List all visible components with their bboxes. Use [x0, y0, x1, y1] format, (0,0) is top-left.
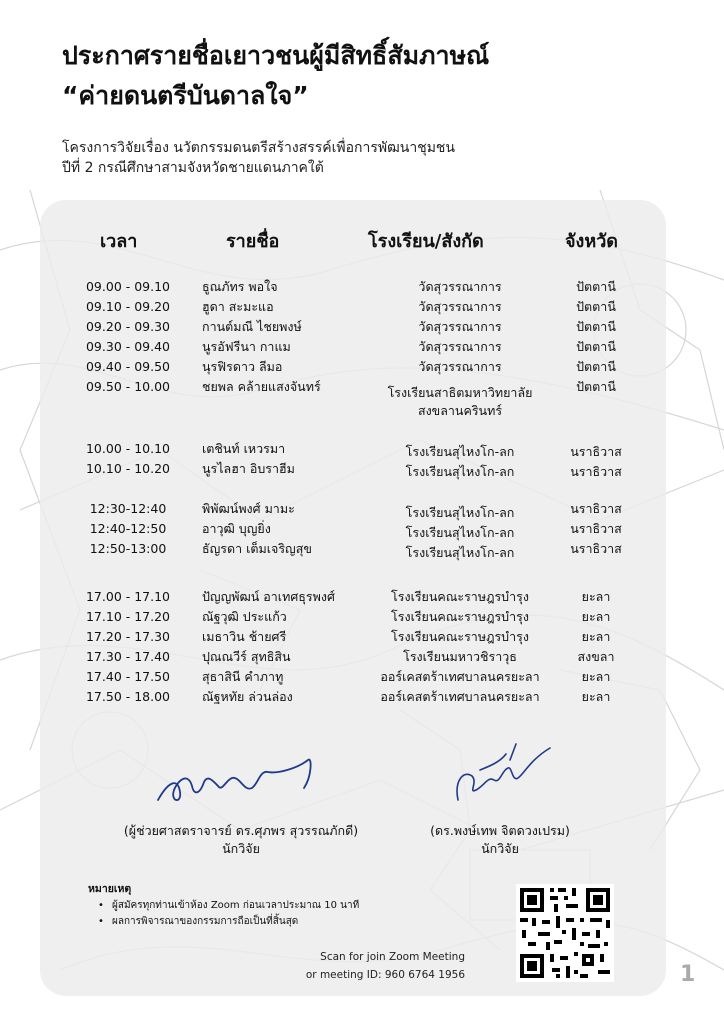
left-signature-image: [148, 752, 318, 812]
row-name: นูรไลฮา อิบราฮีม: [202, 461, 295, 476]
right-signature-image: [450, 740, 560, 810]
right-signature-caption: [380, 822, 620, 858]
row-province: สงขลา: [577, 649, 615, 664]
header-name: รายชื่อ: [226, 231, 280, 252]
row-school: โรงเรียนสุไหงโก-ลก: [405, 505, 515, 520]
row-name: ณัฐวุฒิ ประแก้ว: [202, 609, 287, 624]
row-name: พิพัฒน์พงศ์ มามะ: [202, 501, 295, 516]
right-signer-name: (ดร.พงษ์เทพ จิตดวงเปรม): [430, 823, 570, 838]
row-province: ยะลา: [581, 589, 611, 604]
row-time: 09.20 - 09.30: [85, 319, 171, 334]
row-time: 09.10 - 09.20: [85, 299, 171, 314]
row-name: ปัญญพัฒน์ อาเทศธุรพงศ์: [202, 589, 335, 604]
row-time: 10.00 - 10.10: [85, 441, 171, 456]
left-signer-role: นักวิจัย: [222, 841, 260, 856]
row-province: ยะลา: [581, 689, 611, 704]
zoom-qr-code[interactable]: [516, 884, 614, 982]
row-province: นราธิวาส: [570, 464, 622, 479]
row-name: ธูณภัทร พอใจ: [202, 279, 278, 294]
row-time: 17.30 - 17.40: [85, 649, 171, 664]
header-school: โรงเรียน/สังกัด: [368, 231, 484, 252]
row-name: เตชินท์ เหวรมา: [202, 441, 286, 456]
title-line-1: ประกาศรายชื่อเยาวชนผู้มีสิทธิ์สัมภาษณ์: [62, 41, 490, 70]
row-name: นูรอัฟรีนา กาแม: [202, 339, 291, 354]
row-name: อาวุฒิ บุญยิ่ง: [202, 521, 271, 536]
row-province: ยะลา: [581, 629, 611, 644]
row-school: โรงเรียนคณะราษฎรบำรุง: [391, 629, 529, 644]
row-time: 17.40 - 17.50: [85, 669, 171, 684]
row-school: ออร์เคสตร้าเทศบาลนครยะลา: [380, 669, 540, 684]
row-time: 12:40-12:50: [89, 521, 167, 536]
project-subtitle: [62, 138, 682, 178]
note-item: • ผู้สมัครทุกท่านเข้าห้อง Zoom ก่อนเวลาประมาณ 10 นาที: [98, 898, 359, 914]
row-school: โรงเรียนสาธิตมหาวิทยาลัย: [387, 385, 533, 400]
row-school: วัดสุวรรณาการ: [418, 359, 502, 374]
row-school: โรงเรียนสุไหงโก-ลก: [405, 444, 515, 459]
left-signer-name: (ผู้ช่วยศาสตราจารย์ ดร.ศุภพร สุวรรณภักดี): [123, 823, 359, 838]
row-school: วัดสุวรรณาการ: [418, 279, 502, 294]
row-province: นราธิวาส: [570, 521, 622, 536]
zoom-scan-text: Scan for join Zoom Meeting: [320, 951, 465, 963]
row-time: 09.50 - 10.00: [85, 379, 171, 394]
page-title: [62, 36, 682, 116]
subtitle-line-1: โครงการวิจัยเรื่อง นวัตกรรมดนตรีสร้างสรรค์เพื่อการพัฒนาชุมชน: [62, 140, 456, 156]
row-school: วัดสุวรรณาการ: [418, 339, 502, 354]
row-province: ปัตตานี: [576, 339, 616, 354]
row-province: นราธิวาส: [570, 501, 622, 516]
row-province: ปัตตานี: [576, 299, 616, 314]
row-time: 17.00 - 17.10: [85, 589, 171, 604]
header-province: จังหวัด: [565, 231, 618, 252]
row-school: โรงเรียนมหาวชิราวุธ: [403, 649, 517, 664]
row-province: นราธิวาส: [570, 444, 622, 459]
row-name: ฮูดา สะมะแอ: [202, 299, 274, 314]
row-school-line-2: สงขลานครินทร์: [417, 403, 503, 418]
row-time: 12:30-12:40: [89, 501, 167, 516]
zoom-meeting-id: or meeting ID: 960 6764 1956: [305, 969, 465, 981]
row-name: นุรฟิรดาว ลีมอ: [202, 359, 283, 374]
row-time: 12:50-13:00: [89, 541, 167, 556]
header-time: เวลา: [100, 231, 138, 252]
notes-heading: หมายเหตุ: [88, 883, 132, 895]
row-time: 17.10 - 17.20: [85, 609, 171, 624]
row-school: โรงเรียนสุไหงโก-ลก: [405, 525, 515, 540]
notes-list: [98, 898, 359, 930]
page-number: 1: [680, 962, 696, 987]
row-province: นราธิวาส: [570, 541, 622, 556]
row-province: ยะลา: [581, 669, 611, 684]
left-signature-caption: [96, 822, 386, 858]
note-item: • ผลการพิจารณาของกรรมการถือเป็นที่สิ้นสุด: [98, 914, 359, 930]
row-time: 17.20 - 17.30: [85, 629, 171, 644]
row-school: โรงเรียนสุไหงโก-ลก: [405, 464, 515, 479]
row-time: 09.40 - 09.50: [85, 359, 171, 374]
row-province: ปัตตานี: [576, 359, 616, 374]
row-name: เมธาวิน ช้ายศรี: [202, 629, 287, 644]
row-province: ปัตตานี: [576, 279, 616, 294]
row-school: โรงเรียนสุไหงโก-ลก: [405, 545, 515, 560]
row-province: ปัตตานี: [576, 319, 616, 334]
row-name: ชยพล คล้ายแสงจันทร์: [202, 379, 321, 394]
row-school: ออร์เคสตร้าเทศบาลนครยะลา: [380, 689, 540, 704]
row-time: 10.10 - 10.20: [85, 461, 171, 476]
row-time: 17.50 - 18.00: [85, 689, 171, 704]
row-school: โรงเรียนคณะราษฎรบำรุง: [391, 589, 529, 604]
row-school: วัดสุวรรณาการ: [418, 299, 502, 314]
zoom-instructions: [250, 948, 465, 984]
row-name: ธัญรดา เต็มเจริญสุข: [202, 541, 312, 556]
row-name: กานต์มณี ไชยพงษ์: [202, 319, 302, 334]
right-signer-role: นักวิจัย: [481, 841, 519, 856]
row-name: ปุณณวีร์ สุทธิสิน: [202, 649, 291, 664]
row-school: โรงเรียนคณะราษฎรบำรุง: [391, 609, 529, 624]
row-name: สุธาสินี คำภาทู: [202, 669, 284, 684]
row-time: 09.30 - 09.40: [85, 339, 171, 354]
row-name: ณัฐหทัย ล่วนล่อง: [202, 689, 293, 704]
title-line-2: “ค่ายดนตรีบันดาลใจ”: [62, 81, 309, 110]
row-province: ปัตตานี: [576, 379, 616, 394]
row-time: 09.00 - 09.10: [85, 279, 171, 294]
row-school: วัดสุวรรณาการ: [418, 319, 502, 334]
subtitle-line-2: ปีที่ 2 กรณีศึกษาสามจังหวัดชายแดนภาคใต้: [62, 160, 324, 176]
row-province: ยะลา: [581, 609, 611, 624]
